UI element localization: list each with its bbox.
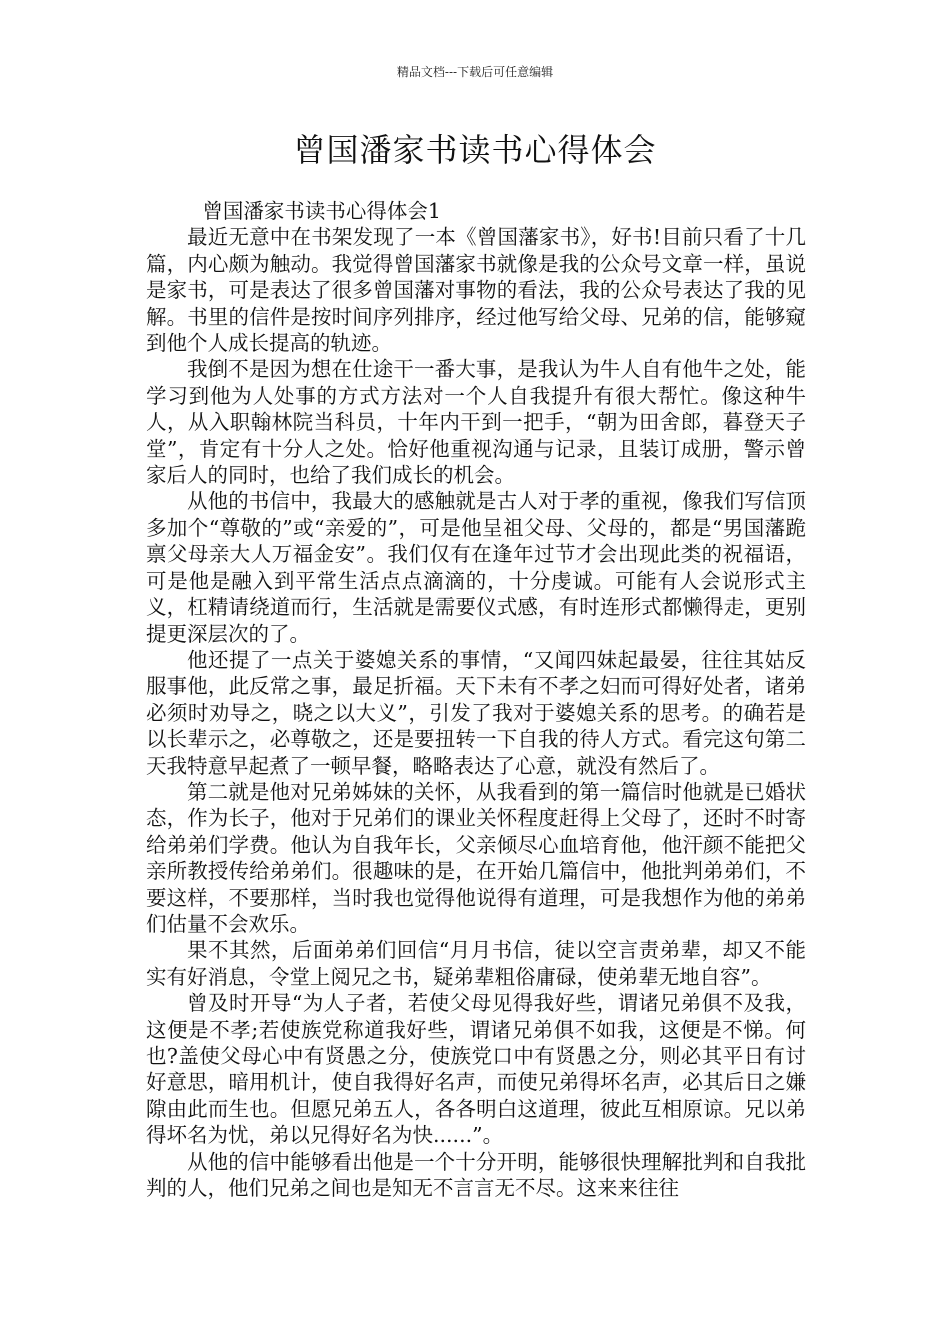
body-paragraph: 曾及时开导“为人子者，若使父母见得我好些，谓诸兄弟俱不及我，这便是不孝;若使族党称道我好些，谓诸兄弟俱不如我，这便是不悌。何也?盖使父母心中有贤愚之分，使族党口中有贤愚之分，则必其平日有讨好意思，暗用机计，使自我得好名声，而使兄弟得坏名声，必其后日之嫌隙由此而生也。但愿兄弟五人，各各明白这道理，彼此互相原谅。兄以弟得坏名为忧，弟以兄得好名为快......”。 — [146, 991, 806, 1148]
body-paragraph: 第二就是他对兄弟姊妹的关怀，从我看到的第一篇信时他就是已婚状态，作为长子，他对于兄弟们的课业关怀程度赶得上父母了，还时不时寄给弟弟们学费。他认为自我年长，父亲倾尽心血培育他，他汗颜不能把父亲所教授传给弟弟们。很趣味的是，在开始几篇信中，他批判弟弟们，不要这样，不要那样，当时我也觉得他说得有道理，可是我想作为他的弟弟们估量不会欢乐。 — [146, 779, 806, 936]
body-paragraph: 我倒不是因为想在仕途干一番大事，是我认为牛人自有他牛之处，能学习到他为人处事的方式方法对一个人自我提升有很大帮忙。像这种牛人，从入职翰林院当科员，十年内干到一把手，“朝为田舍郎，暮登天子堂”，肯定有十分人之处。恰好他重视沟通与记录，且装订成册，警示曾家后人的同时，也给了我们成长的机会。 — [146, 357, 806, 488]
body-paragraph: 从他的信中能够看出他是一个十分开明，能够很快理解批判和自我批判的人，他们兄弟之间也是知无不言言无不尽。这来来往往 — [146, 1149, 806, 1201]
document-body — [146, 198, 806, 1201]
body-paragraph: 从他的书信中，我最大的感触就是古人对于孝的重视，像我们写信顶多加个“尊敬的”或“亲爱的”，可是他呈祖父母、父母的，都是“男国藩跪禀父母亲大人万福金安”。我们仅有在逢年过节才会出现此类的祝福语，可是他是融入到平常生活点点滴滴的，十分虔诚。可能有人会说形式主义，杠精请绕道而行，生活就是需要仪式感，有时连形式都懒得走，更别提更深层次的了。 — [146, 489, 806, 646]
document-title: 曾国潘家书读书心得体会 — [293, 131, 657, 169]
body-paragraph: 果不其然，后面弟弟们回信“月月书信，徒以空言责弟辈，却又不能实有好消息，令堂上阅兄之书，疑弟辈粗俗庸碌，使弟辈无地自容”。 — [146, 938, 806, 989]
body-paragraph: 他还提了一点关于婆媳关系的事情，“又闻四妹起最晏，往往其姑反服事他，此反常之事，最足折福。天下未有不孝之妇而可得好处者，诸弟必须时劝导之，晓之以大义”，引发了我对于婆媳关系的思考。的确若是以长辈示之，必尊敬之，还是要扭转一下自我的待人方式。看完这句第二天我特意早起煮了一顿早餐，略略表达了心意，就没有然后了。 — [146, 647, 806, 778]
document-subtitle: 曾国潘家书读书心得体会1 — [202, 199, 441, 223]
body-paragraph: 最近无意中在书架发现了一本《曾国藩家书》，好书!目前只看了十几篇，内心颇为触动。我觉得曾国藩家书就像是我的公众号文章一样，虽说是家书，可是表达了很多曾国藩对事物的看法，我的公众号表达了我的见解。书里的信件是按时间序列排序，经过他写给父母、兄弟的信，能够窥到他个人成长提高的轨迹。 — [146, 225, 806, 356]
page-header-note: 精品文档---下载后可任意编辑 — [396, 65, 554, 79]
